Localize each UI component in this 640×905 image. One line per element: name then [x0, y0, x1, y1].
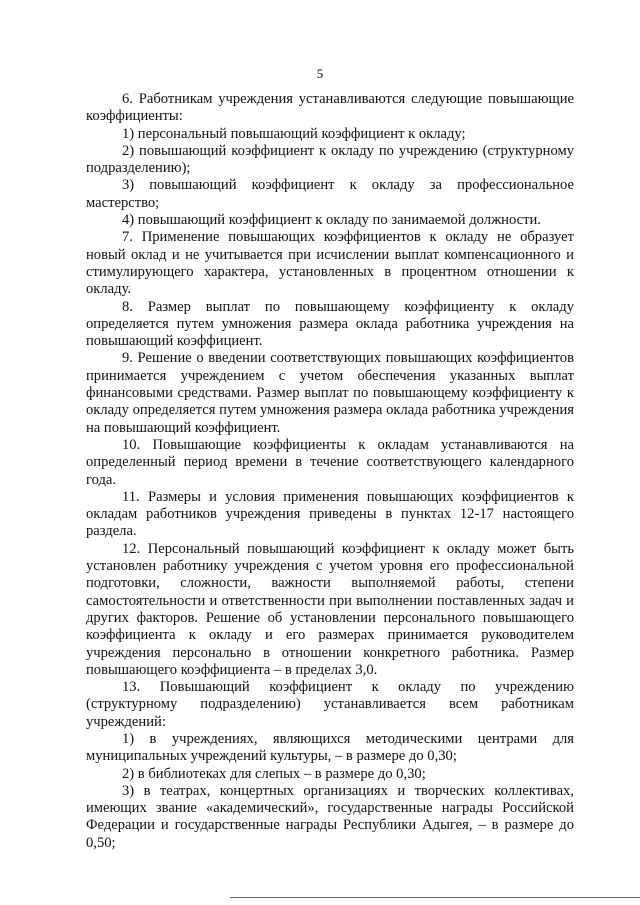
paragraph-8: 8. Размер выплат по повышающему коэффициенту к окладу определяется путем умножения размера оклада работника учреждения на повышающий коэффициент.: [86, 298, 574, 350]
paragraph-7: 7. Применение повышающих коэффициентов к окладу не образует новый оклад и не учитывается при исчислении выплат компенсационного и стимулирующего характера, установленных в процентном отношении к окладу.: [86, 229, 574, 298]
sublist-item-1: 1) в учреждениях, являющихся методическими центрами для муниципальных учреждений культуры, – в размере до 0,30;: [86, 730, 574, 765]
paragraph-10: 10. Повышающие коэффициенты к окладам устанавливаются на определенный период времени в течение соответствующего календарного года.: [86, 436, 574, 488]
paragraph-6: 6. Работникам учреждения устанавливаются следующие повышающие коэффициенты:: [86, 91, 574, 125]
document-body: [86, 91, 574, 852]
paragraph-12: 12. Персональный повышающий коэффициент к окладу может быть установлен работнику учреждения с учетом уровня его профессиональной подготовки, сложности, важности выполняемой работы, степени самостоятельности и ответственности при выполнении поставленных задач и других факторов. Решение об установлении персонального повышающего коэффициента к окладу и его размерах принимается руководителем учреждения персонально в отношении конкретного работника. Размер повышающего коэффициента – в пределах 3,0.: [86, 540, 574, 678]
sublist-item-3: 3) в театрах, концертных организациях и творческих коллективах, имеющих звание «академический», государственные награды Российской Федерации и государственные награды Республики Адыгея, – в размере до 0,50;: [86, 782, 574, 851]
paragraph-13: 13. Повышающий коэффициент к окладу по учреждению (структурному подразделению) устанавливается всем работникам учреждений:: [86, 679, 574, 730]
paragraph-9: 9. Решение о введении соответствующих повышающих коэффициентов принимается учреждением с учетом обеспечения указанных выплат финансовыми средствами. Размер выплат по повышающему коэффициенту к окладу определяется путем умножения размера оклада работника учреждения на повышающий коэффициент.: [86, 350, 574, 436]
list-item-1: 1) персональный повышающий коэффициент к окладу;: [122, 125, 466, 142]
paragraph-11: 11. Размеры и условия применения повышающих коэффициентов к окладам работников учреждения приведены в пунктах 12-17 настоящего раздела.: [86, 488, 574, 540]
sublist-item-2: 2) в библиотеках для слепых – в размере до 0,30;: [122, 765, 426, 782]
list-item-3: 3) повышающий коэффициент к окладу за профессиональное мастерство;: [86, 177, 574, 211]
page-number: 5: [316, 66, 324, 81]
list-item-2: 2) повышающий коэффициент к окладу по учреждению (структурному подразделению);: [86, 142, 574, 177]
scan-edge-line: [230, 897, 640, 898]
list-item-4: 4) повышающий коэффициент к окладу по занимаемой должности.: [122, 212, 541, 229]
